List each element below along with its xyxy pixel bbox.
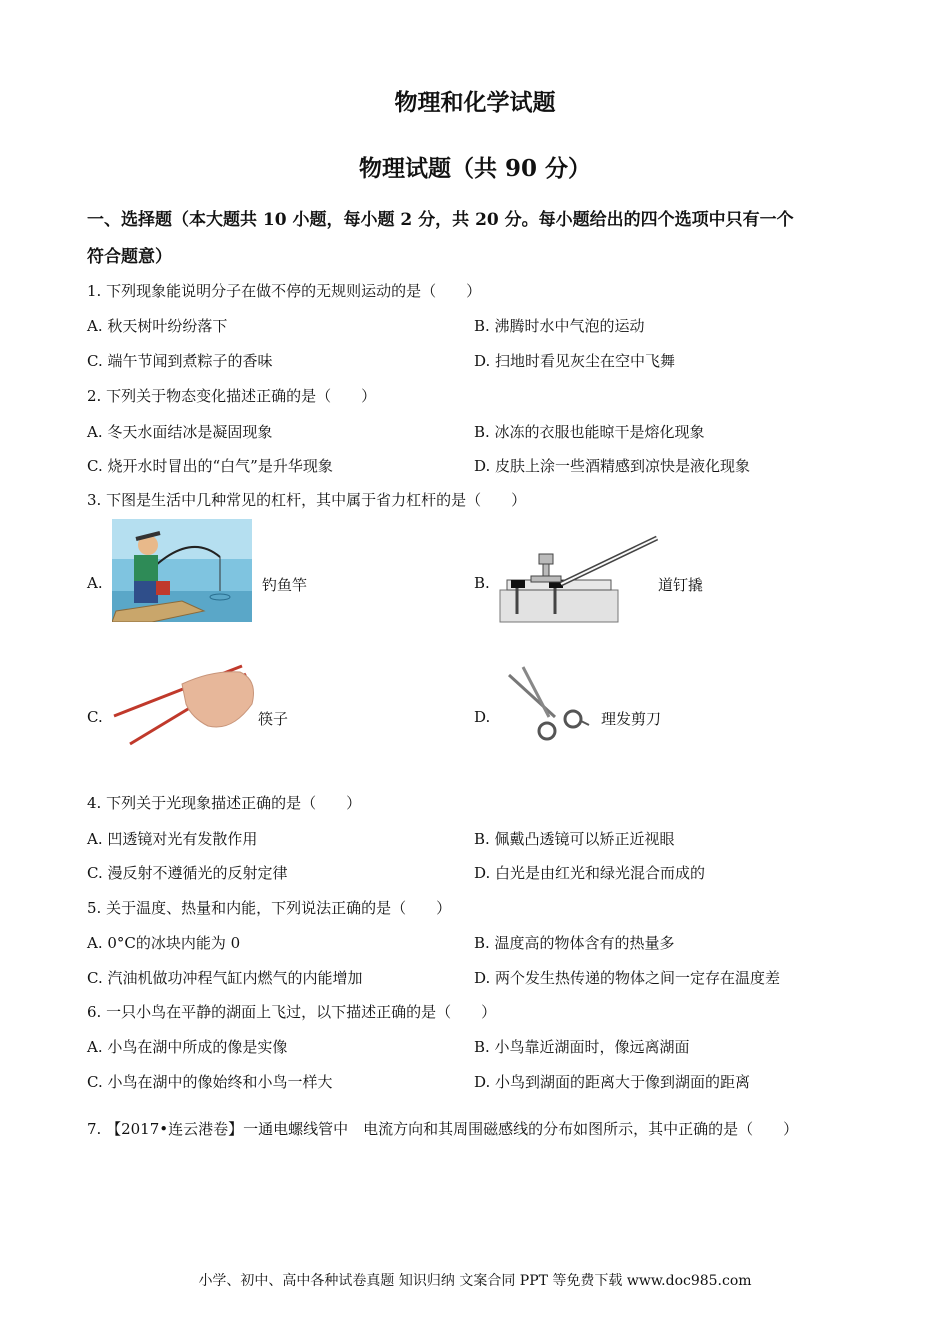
question-4-option-d: D. 白光是由红光和绿光混合而成的 — [474, 864, 706, 882]
question-5-stem: 5. 关于温度、热量和内能，下列说法正确的是（ ） — [87, 899, 452, 917]
question-6-option-c: C. 小鸟在湖中的像始终和小鸟一样大 — [87, 1073, 333, 1091]
question-3-stem: 3. 下图是生活中几种常见的杠杆，其中属于省力杠杆的是（ ） — [87, 491, 527, 509]
question-6-option-d: D. 小鸟到湖面的距离大于像到湖面的距离 — [474, 1073, 751, 1091]
spike-lever-figure — [499, 532, 661, 624]
section-heading-cont: 符合题意） — [87, 247, 172, 267]
question-1-option-d: D. 扫地时看见灰尘在空中飞舞 — [474, 352, 676, 370]
question-2-stem: 2. 下列关于物态变化描述正确的是（ ） — [87, 387, 377, 405]
page-title: 物理和化学试题 — [394, 89, 556, 116]
question-2-option-c: C. 烧开水时冒出的“白气”是升华现象 — [87, 457, 333, 475]
scissors-figure — [505, 665, 591, 743]
section-heading: 一、选择题（本大题共 10 小题，每小题 2 分，共 20 分。每小题给出的四个选项中只有一个 — [87, 210, 794, 230]
question-5-option-a: A. 0°C的冰块内能为 0 — [87, 934, 241, 952]
question-7-stem: 7. 【2017•连云港卷】一通电螺线管中 电流方向和其周围磁感线的分布如图所示，其中正确的是（ ） — [87, 1120, 799, 1138]
chopsticks-figure — [112, 660, 258, 746]
scissors-caption: 理发剪刀 — [601, 710, 662, 728]
question-1-option-b: B. 沸腾时水中气泡的运动 — [474, 317, 645, 335]
question-1-option-c: C. 端午节闻到煮粽子的香味 — [87, 352, 273, 370]
question-2-option-a: A. 冬天水面结冰是凝固现象 — [87, 423, 273, 441]
page-footer: 小学、初中、高中各种试卷真题 知识归纳 文案合同 PPT 等免费下载 www.doc985.com — [198, 1273, 752, 1289]
question-1-stem: 1. 下列现象能说明分子在做不停的无规则运动的是（ ） — [87, 282, 482, 300]
fishing-rod-figure — [112, 519, 252, 622]
chopsticks-caption: 筷子 — [258, 710, 289, 728]
question-3-option-c: C. — [87, 708, 103, 726]
question-4-option-a: A. 凹透镜对光有发散作用 — [87, 830, 258, 848]
question-6-stem: 6. 一只小鸟在平静的湖面上飞过，以下描述正确的是（ ） — [87, 1003, 497, 1021]
question-2-option-b: B. 冰冻的衣服也能晾干是熔化现象 — [474, 423, 705, 441]
question-4-option-c: C. 漫反射不遵循光的反射定律 — [87, 864, 288, 882]
question-2-option-d: D. 皮肤上涂一些酒精感到凉快是液化现象 — [474, 457, 751, 475]
question-5-option-c: C. 汽油机做功冲程气缸内燃气的内能增加 — [87, 969, 363, 987]
question-6-option-b: B. 小鸟靠近湖面时，像远离湖面 — [474, 1038, 690, 1056]
question-1-option-a: A. 秋天树叶纷纷落下 — [87, 317, 228, 335]
question-3-option-d: D. — [474, 708, 491, 726]
fishing-rod-caption: 钓鱼竿 — [262, 576, 308, 594]
question-4-option-b: B. 佩戴凸透镜可以矫正近视眼 — [474, 830, 675, 848]
question-4-stem: 4. 下列关于光现象描述正确的是（ ） — [87, 794, 362, 812]
spike-lever-caption: 道钉撬 — [658, 576, 704, 594]
question-6-option-a: A. 小鸟在湖中所成的像是实像 — [87, 1038, 288, 1056]
section-title: 物理试题（共 90 分） — [358, 155, 592, 182]
question-3-option-b: B. — [474, 574, 490, 592]
question-5-option-b: B. 温度高的物体含有的热量多 — [474, 934, 675, 952]
question-5-option-d: D. 两个发生热传递的物体之间一定存在温度差 — [474, 969, 781, 987]
question-3-option-a: A. — [87, 574, 103, 592]
